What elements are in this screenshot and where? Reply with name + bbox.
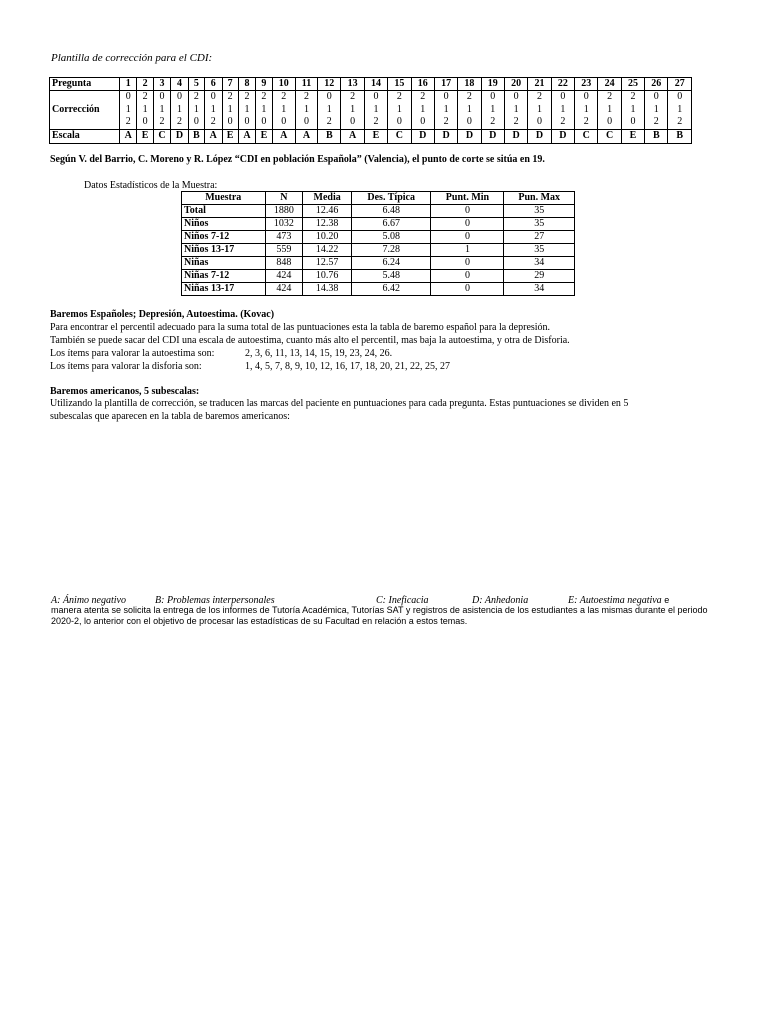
stats-table <box>181 191 575 296</box>
score-value: 1 <box>513 103 519 115</box>
score-value: 0 <box>443 91 449 102</box>
score-value: 2 <box>125 116 131 127</box>
question-number-cell: 17 <box>434 78 457 91</box>
scale-cell: E <box>137 129 153 143</box>
question-number-cell: 6 <box>205 78 222 91</box>
score-value: 0 <box>607 116 613 127</box>
score-cell <box>621 91 644 130</box>
score-value: 1 <box>653 103 659 115</box>
stats-cell: 559 <box>265 244 303 257</box>
stats-row <box>182 283 575 296</box>
stats-cell: 0 <box>431 283 504 296</box>
stats-header-row <box>182 192 575 205</box>
score-value: 0 <box>490 91 496 102</box>
correction-row <box>50 91 692 130</box>
score-value: 2 <box>142 91 148 102</box>
spanish-baremos-line1: Para encontrar el percentil adecuado para la suma total de las puntuaciones esta la tabla de baremo español para la depresión. <box>50 322 551 333</box>
stats-row <box>182 231 575 244</box>
stats-cell: 473 <box>265 231 303 244</box>
autoestima-label: Los ítems para valorar la autoestima son: <box>50 348 215 359</box>
score-value: 0 <box>125 91 131 102</box>
score-cell <box>153 91 170 130</box>
score-value: 2 <box>653 116 659 127</box>
score-cell <box>504 91 527 130</box>
scale-cell: A <box>341 129 364 143</box>
stats-cell: 424 <box>265 283 303 296</box>
score-cell <box>238 91 255 130</box>
score-value: 2 <box>630 91 636 102</box>
score-value: 0 <box>210 91 216 102</box>
footer-line2: 2020-2, lo anterior con el objetivo de procesar las estadísticas de su Facultad en relación a estos temas. <box>51 616 468 626</box>
question-number-cell: 1 <box>120 78 137 91</box>
score-value: 0 <box>537 116 542 127</box>
question-number-cell: 20 <box>504 78 527 91</box>
stats-row <box>182 218 575 231</box>
question-number-cell: 23 <box>575 78 598 91</box>
scale-cell: C <box>153 129 170 143</box>
stats-row-label: Niñas <box>182 257 266 270</box>
question-number-cell: 11 <box>295 78 317 91</box>
score-cell <box>295 91 317 130</box>
score-value: 1 <box>373 103 379 115</box>
stats-row-label: Niños 13-17 <box>182 244 266 257</box>
scale-row <box>50 129 692 143</box>
scale-cell: A <box>238 129 255 143</box>
stats-cell: 35 <box>504 244 575 257</box>
correccion-label: Corrección <box>50 91 120 130</box>
score-value: 0 <box>142 116 148 127</box>
question-number-cell: 16 <box>411 78 434 91</box>
score-value: 0 <box>466 116 472 127</box>
score-value: 1 <box>420 103 426 115</box>
score-value: 0 <box>244 116 250 127</box>
legend-trail: e <box>664 595 670 605</box>
stats-cell: 35 <box>504 218 575 231</box>
stats-row-label: Niños 7-12 <box>182 231 266 244</box>
question-number-cell: 7 <box>222 78 238 91</box>
score-value: 2 <box>677 116 683 127</box>
question-number-cell: 8 <box>238 78 255 91</box>
scale-cell: A <box>272 129 295 143</box>
score-value: 2 <box>227 91 233 102</box>
stats-cell: 6.24 <box>351 257 430 270</box>
score-value: 0 <box>373 91 379 102</box>
disforia-label: Los ítems para valorar la disforia son: <box>50 361 202 372</box>
score-value: 1 <box>607 103 613 115</box>
scale-cell: E <box>256 129 272 143</box>
score-value: 1 <box>490 103 496 115</box>
stats-row <box>182 244 575 257</box>
score-cell <box>137 91 153 130</box>
score-value: 2 <box>304 91 309 102</box>
score-value: 1 <box>281 103 287 115</box>
stats-cell: 12.57 <box>303 257 352 270</box>
scale-cell: D <box>411 129 434 143</box>
stats-row-label: Total <box>182 205 266 218</box>
stats-cell: 848 <box>265 257 303 270</box>
scale-cell: C <box>388 129 411 143</box>
question-number-cell: 24 <box>598 78 621 91</box>
stats-cell: 424 <box>265 270 303 283</box>
scale-cell: B <box>645 129 668 143</box>
stats-cell: 1880 <box>265 205 303 218</box>
score-value: 1 <box>537 103 542 115</box>
score-value: 2 <box>350 91 356 102</box>
page-heading: Plantilla de corrección para el CDI: <box>51 52 213 64</box>
stats-header-cell: Punt. Min <box>431 192 504 205</box>
stats-cell: 0 <box>431 231 504 244</box>
score-value: 2 <box>193 91 199 102</box>
stats-cell: 10.76 <box>303 270 352 283</box>
score-value: 1 <box>326 103 332 115</box>
score-cell <box>222 91 238 130</box>
question-number-cell: 21 <box>528 78 551 91</box>
score-cell <box>341 91 364 130</box>
legend-d: D: Anhedonia <box>472 595 529 606</box>
cut-point-note: Según V. del Barrio, C. Moreno y R. López “CDI en población Española” (Valencia), el punto de corte se sitúa en 19. <box>50 154 545 165</box>
score-cell <box>388 91 411 130</box>
score-cell <box>120 91 137 130</box>
score-value: 1 <box>560 103 566 115</box>
score-value: 2 <box>513 116 519 127</box>
score-cell <box>551 91 574 130</box>
score-cell <box>256 91 272 130</box>
footer-line1: manera atenta se solicita la entrega de los informes de Tutoría Académica, Tutorías SAT y registros de asistencia de los estudiantes a las mismas durante el periodo <box>51 605 708 615</box>
stats-header-cell: Des. Típica <box>351 192 430 205</box>
score-value: 0 <box>630 116 636 127</box>
stats-caption: Datos Estadísticos de la Muestra: <box>84 180 218 191</box>
score-value: 2 <box>583 116 589 127</box>
stats-cell: 5.48 <box>351 270 430 283</box>
stats-cell: 27 <box>504 231 575 244</box>
scale-cell: D <box>528 129 551 143</box>
question-number-cell: 19 <box>481 78 504 91</box>
score-value: 2 <box>373 116 379 127</box>
disforia-items: 1, 4, 5, 7, 8, 9, 10, 12, 16, 17, 18, 20, 21, 22, 25, 27 <box>245 361 450 372</box>
score-value: 2 <box>420 91 426 102</box>
question-number-cell: 15 <box>388 78 411 91</box>
american-baremos-line2: subescalas que aparecen en la tabla de baremos americanos: <box>50 411 290 422</box>
scale-cell: B <box>188 129 204 143</box>
score-value: 0 <box>420 116 426 127</box>
score-value: 0 <box>350 116 356 127</box>
score-value: 0 <box>326 91 332 102</box>
score-value: 1 <box>304 103 309 115</box>
spanish-baremos-line2: También se puede sacar del CDI una escala de autoestima, cuanto más alto el percentil, mas baja la autoestima, y otra de Disforia. <box>50 335 570 346</box>
score-value: 1 <box>125 103 131 115</box>
score-value: 2 <box>443 116 449 127</box>
autoestima-items: 2, 3, 6, 11, 13, 14, 15, 19, 23, 24, 26. <box>245 348 393 359</box>
score-value: 1 <box>443 103 449 115</box>
stats-cell: 34 <box>504 283 575 296</box>
score-value: 1 <box>244 103 250 115</box>
score-value: 1 <box>261 103 267 115</box>
scale-cell: A <box>120 129 137 143</box>
score-value: 0 <box>281 116 287 127</box>
scale-cell: C <box>598 129 621 143</box>
question-row <box>50 78 692 91</box>
score-cell <box>598 91 621 130</box>
stats-row-label: Niñas 7-12 <box>182 270 266 283</box>
question-number-cell: 4 <box>171 78 188 91</box>
stats-cell: 7.28 <box>351 244 430 257</box>
score-value: 0 <box>227 116 233 127</box>
stats-header-cell: Pun. Max <box>504 192 575 205</box>
scale-cell: D <box>481 129 504 143</box>
score-value: 1 <box>350 103 356 115</box>
stats-cell: 5.08 <box>351 231 430 244</box>
scale-cell: D <box>434 129 457 143</box>
stats-cell: 6.48 <box>351 205 430 218</box>
legend-e: E: Autoestima negativa <box>568 595 662 606</box>
score-cell <box>188 91 204 130</box>
american-baremos-title: Baremos americanos, 5 subescalas: <box>50 386 200 397</box>
scale-cell: D <box>551 129 574 143</box>
score-value: 0 <box>513 91 519 102</box>
stats-header-cell: N <box>265 192 303 205</box>
question-number-cell: 18 <box>458 78 481 91</box>
stats-row <box>182 257 575 270</box>
legend-c: C: Ineficacia <box>376 595 429 606</box>
score-value: 0 <box>396 116 402 127</box>
score-cell <box>458 91 481 130</box>
score-cell <box>205 91 222 130</box>
correction-table <box>49 77 692 144</box>
question-number-cell: 10 <box>272 78 295 91</box>
stats-row <box>182 270 575 283</box>
score-value: 2 <box>537 91 542 102</box>
scale-cell: C <box>575 129 598 143</box>
score-value: 1 <box>210 103 216 115</box>
score-value: 2 <box>466 91 472 102</box>
scale-cell: D <box>458 129 481 143</box>
score-value: 1 <box>396 103 402 115</box>
score-value: 2 <box>396 91 402 102</box>
scale-cell: D <box>504 129 527 143</box>
stats-cell: 35 <box>504 205 575 218</box>
legend-b: B: Problemas interpersonales <box>155 595 275 606</box>
score-value: 1 <box>193 103 199 115</box>
score-cell <box>272 91 295 130</box>
stats-cell: 14.38 <box>303 283 352 296</box>
question-number-cell: 12 <box>318 78 341 91</box>
stats-cell: 29 <box>504 270 575 283</box>
scale-cell: E <box>222 129 238 143</box>
question-number-cell: 2 <box>137 78 153 91</box>
score-value: 2 <box>607 91 613 102</box>
score-cell <box>434 91 457 130</box>
score-value: 2 <box>176 116 182 127</box>
score-value: 1 <box>227 103 233 115</box>
score-value: 2 <box>159 116 165 127</box>
score-value: 1 <box>583 103 589 115</box>
stats-cell: 6.67 <box>351 218 430 231</box>
stats-cell: 12.46 <box>303 205 352 218</box>
score-value: 1 <box>677 103 683 115</box>
scale-cell: B <box>318 129 341 143</box>
scale-cell: A <box>205 129 222 143</box>
stats-cell: 0 <box>431 205 504 218</box>
score-value: 1 <box>142 103 148 115</box>
score-value: 0 <box>583 91 589 102</box>
stats-header-cell: Muestra <box>182 192 266 205</box>
stats-cell: 0 <box>431 218 504 231</box>
score-value: 2 <box>281 91 287 102</box>
score-value: 0 <box>193 116 199 127</box>
stats-cell: 0 <box>431 270 504 283</box>
score-value: 2 <box>244 91 250 102</box>
question-number-cell: 3 <box>153 78 170 91</box>
score-cell <box>411 91 434 130</box>
scale-cell: E <box>621 129 644 143</box>
scale-cell: A <box>295 129 317 143</box>
question-number-cell: 14 <box>364 78 387 91</box>
scale-cell: B <box>668 129 692 143</box>
score-value: 2 <box>261 91 267 102</box>
score-value: 1 <box>159 103 165 115</box>
score-value: 1 <box>466 103 472 115</box>
score-value: 1 <box>176 103 182 115</box>
score-value: 0 <box>653 91 659 102</box>
stats-cell: 1032 <box>265 218 303 231</box>
score-cell <box>528 91 551 130</box>
score-value: 2 <box>560 116 566 127</box>
question-number-cell: 25 <box>621 78 644 91</box>
pregunta-label: Pregunta <box>50 78 120 91</box>
score-value: 1 <box>630 103 636 115</box>
legend-a: A: Ánimo negativo <box>51 595 126 606</box>
score-value: 0 <box>677 91 683 102</box>
score-value: 2 <box>210 116 216 127</box>
stats-cell: 34 <box>504 257 575 270</box>
score-cell <box>645 91 668 130</box>
stats-cell: 1 <box>431 244 504 257</box>
stats-row-label: Niños <box>182 218 266 231</box>
stats-row <box>182 205 575 218</box>
stats-cell: 14.22 <box>303 244 352 257</box>
score-cell <box>318 91 341 130</box>
american-baremos-line1: Utilizando la plantilla de corrección, se traducen las marcas del paciente en puntuaciones para cada pregunta. Estas puntuaciones se dividen en 5 <box>50 398 629 409</box>
question-number-cell: 9 <box>256 78 272 91</box>
score-value: 2 <box>490 116 496 127</box>
question-number-cell: 13 <box>341 78 364 91</box>
stats-cell: 10.20 <box>303 231 352 244</box>
score-cell <box>668 91 692 130</box>
score-value: 2 <box>326 116 332 127</box>
score-value: 0 <box>159 91 165 102</box>
score-cell <box>364 91 387 130</box>
stats-cell: 6.42 <box>351 283 430 296</box>
score-value: 0 <box>304 116 309 127</box>
question-number-cell: 27 <box>668 78 692 91</box>
scale-cell: E <box>364 129 387 143</box>
score-value: 0 <box>560 91 566 102</box>
score-value: 0 <box>261 116 267 127</box>
score-cell <box>575 91 598 130</box>
stats-cell: 0 <box>431 257 504 270</box>
score-value: 0 <box>176 91 182 102</box>
question-number-cell: 26 <box>645 78 668 91</box>
question-number-cell: 22 <box>551 78 574 91</box>
stats-cell: 12.38 <box>303 218 352 231</box>
scale-cell: D <box>171 129 188 143</box>
question-number-cell: 5 <box>188 78 204 91</box>
score-cell <box>171 91 188 130</box>
escala-label: Escala <box>50 129 120 143</box>
stats-header-cell: Media <box>303 192 352 205</box>
stats-row-label: Niñas 13-17 <box>182 283 266 296</box>
spanish-baremos-title: Baremos Españoles; Depresión, Autoestima. (Kovac) <box>50 309 275 320</box>
score-cell <box>481 91 504 130</box>
